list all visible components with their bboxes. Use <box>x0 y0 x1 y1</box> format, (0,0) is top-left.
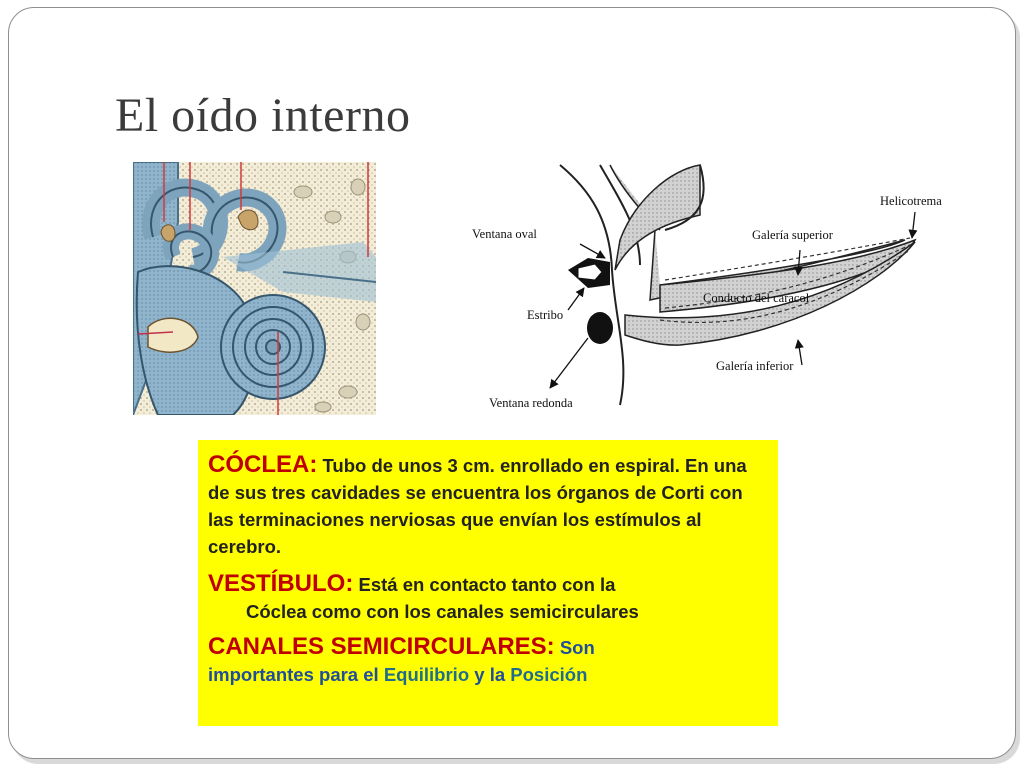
label-estribo: Estribo <box>527 308 564 322</box>
canales-y: y la <box>474 664 506 685</box>
vestibulo-term: VESTÍBULO: <box>208 570 354 597</box>
inner-ear-illustration <box>133 162 376 415</box>
vestibulo-paragraph <box>208 570 766 625</box>
coclea-term: CÓCLEA: <box>208 451 318 478</box>
coclea-text: Tubo de unos 3 cm. enrollado en espiral. En una de sus tres cavidades se encuentra los órganos de Corti con las terminaciones nerviosas que envían los estímulos al cerebro. <box>208 455 747 557</box>
vestibulo-text-2: Cóclea como con los canales semicirculares <box>246 601 639 622</box>
canales-posicion: Posición <box>510 664 588 685</box>
coclea-paragraph <box>208 451 766 560</box>
vestibulo-text-1: Está en contacto tanto con la <box>358 574 616 595</box>
label-ventana-oval: Ventana oval <box>472 227 537 241</box>
label-galeria-inferior: Galería inferior <box>716 359 794 373</box>
canales-term: CANALES SEMICIRCULARES: <box>208 633 555 660</box>
description-textbox <box>198 440 778 726</box>
label-ventana-redonda: Ventana redonda <box>489 396 573 410</box>
label-galeria-superior: Galería superior <box>752 228 833 242</box>
label-helicotrema: Helicotrema <box>880 194 942 208</box>
canales-son: Son <box>559 637 595 658</box>
slide-title: El oído interno <box>115 89 411 142</box>
canales-text-1: importantes para el <box>208 664 379 685</box>
canales-paragraph <box>208 633 766 688</box>
canales-equilibrio: Equilibrio <box>383 664 470 685</box>
label-conducto-caracol: Conducto del caracol <box>703 291 810 305</box>
